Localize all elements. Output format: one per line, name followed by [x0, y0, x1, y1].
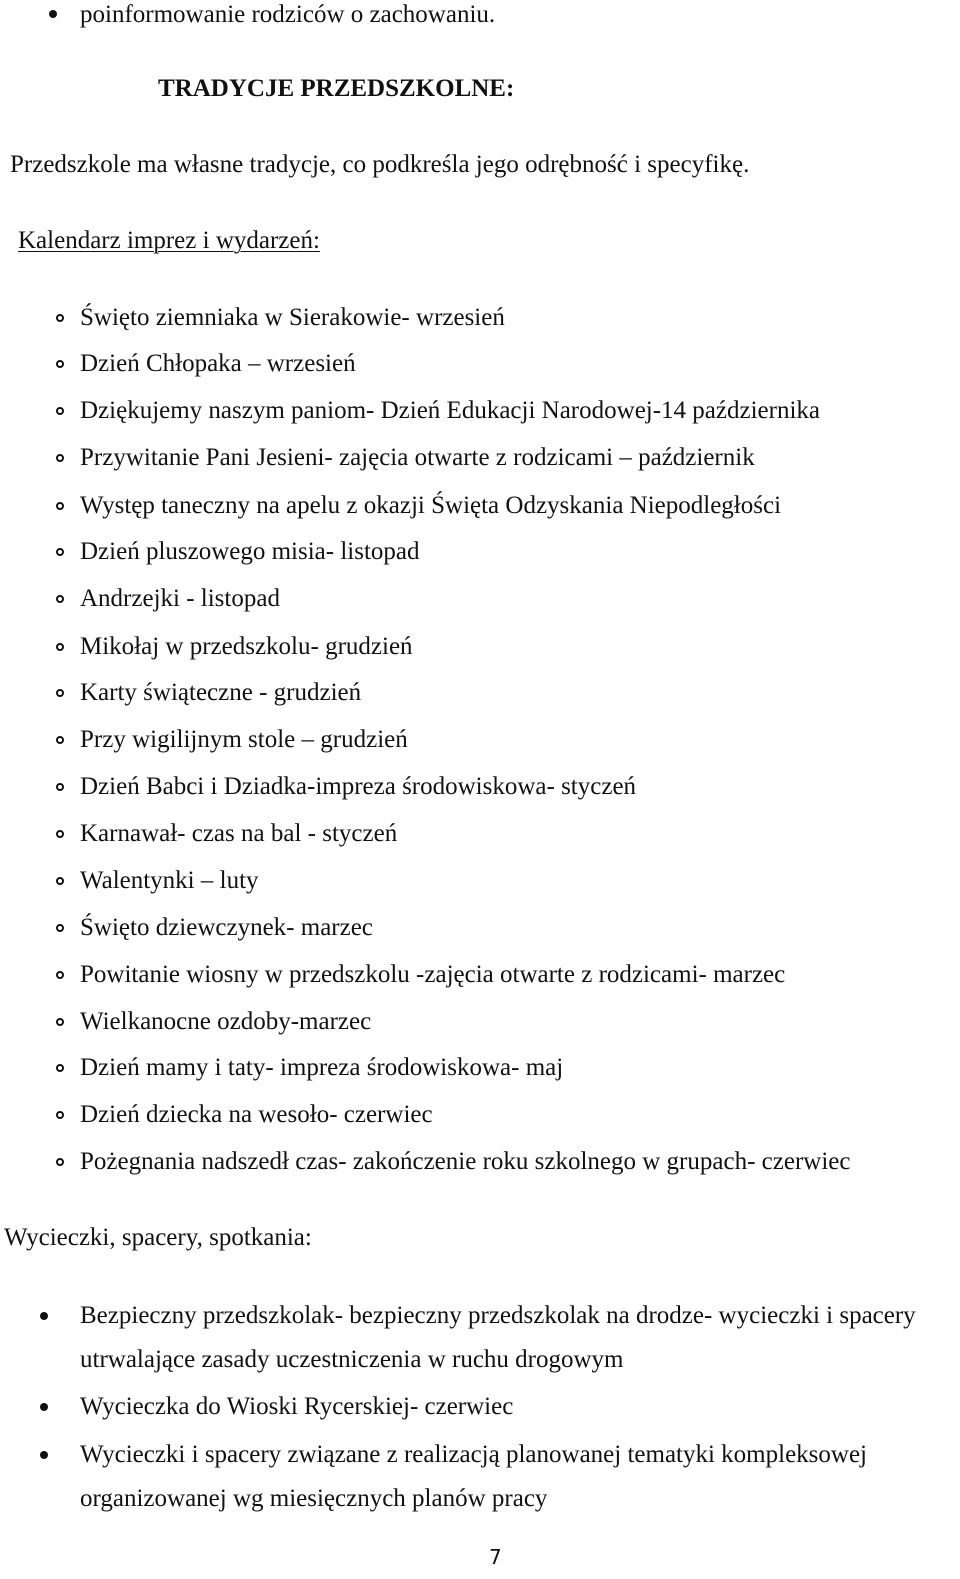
- calendar-item: Przywitanie Pani Jesieni- zajęcia otwarte z rodzicami – październik: [80, 444, 755, 471]
- trip-item-line: Bezpieczny przedszkolak- bezpieczny przedszkolak na drodze- wycieczki i spacery: [80, 1302, 916, 1329]
- bullet-icon: [56, 689, 64, 697]
- bullet-icon: [56, 502, 64, 510]
- section-intro: Przedszkole ma własne tradycje, co podkreśla jego odrębność i specyfikę.: [10, 151, 750, 178]
- bullet-icon: [56, 783, 64, 791]
- calendar-item: Przy wigilijnym stole – grudzień: [80, 726, 408, 753]
- list-item-text: poinformowanie rodziców o zachowaniu.: [80, 1, 496, 28]
- bullet-icon: [56, 407, 64, 415]
- bullet-icon: [56, 1018, 64, 1026]
- bullet-icon: [56, 971, 64, 979]
- calendar-item: Wielkanocne ozdoby-marzec: [80, 1008, 372, 1035]
- section-heading: TRADYCJE PRZEDSZKOLNE:: [158, 75, 515, 102]
- calendar-item: Dzień pluszowego misia- listopad: [80, 538, 420, 565]
- trip-item-line: Wycieczka do Wioski Rycerskiej- czerwiec: [80, 1393, 514, 1420]
- trips-heading: Wycieczki, spacery, spotkania:: [4, 1224, 312, 1251]
- bullet-icon: [56, 877, 64, 885]
- calendar-heading: Kalendarz imprez i wydarzeń:: [18, 227, 320, 254]
- calendar-item: Pożegnania nadszedł czas- zakończenie roku szkolnego w grupach- czerwiec: [80, 1148, 851, 1175]
- calendar-item: Święto dziewczynek- marzec: [80, 914, 373, 941]
- calendar-item: Dzień Chłopaka – wrzesień: [80, 350, 356, 377]
- bullet-icon: [56, 736, 64, 744]
- bullet-icon: [56, 548, 64, 556]
- page-number: 7: [489, 1545, 502, 1569]
- bullet-icon: [49, 10, 57, 18]
- bullet-icon: [56, 314, 64, 322]
- bullet-icon: [40, 1312, 48, 1320]
- bullet-icon: [56, 924, 64, 932]
- bullet-icon: [56, 1064, 64, 1072]
- calendar-item: Andrzejki - listopad: [80, 585, 280, 612]
- bullet-icon: [56, 1158, 64, 1166]
- calendar-item: Dzień Babci i Dziadka-impreza środowiskowa- styczeń: [80, 773, 637, 800]
- calendar-item: Występ taneczny na apelu z okazji Święta Odzyskania Niepodległości: [80, 492, 782, 519]
- trip-item-line: organizowanej wg miesięcznych planów pracy: [80, 1485, 548, 1512]
- bullet-icon: [56, 360, 64, 368]
- bullet-icon: [40, 1451, 48, 1459]
- calendar-item: Mikołaj w przedszkolu- grudzień: [80, 633, 413, 660]
- calendar-item: Karty świąteczne - grudzień: [80, 679, 362, 706]
- bullet-icon: [40, 1403, 48, 1411]
- calendar-item: Dzień dziecka na wesoło- czerwiec: [80, 1101, 433, 1128]
- bullet-icon: [56, 830, 64, 838]
- calendar-item: Walentynki – luty: [80, 867, 259, 894]
- calendar-item: Dziękujemy naszym paniom- Dzień Edukacji Narodowej-14 października: [80, 397, 821, 424]
- bullet-icon: [56, 595, 64, 603]
- bullet-icon: [56, 643, 64, 651]
- trip-item-line: utrwalające zasady uczestniczenia w ruchu drogowym: [80, 1346, 624, 1373]
- bullet-icon: [56, 454, 64, 462]
- calendar-item: Dzień mamy i taty- impreza środowiskowa- maj: [80, 1054, 564, 1081]
- calendar-item: Powitanie wiosny w przedszkolu -zajęcia otwarte z rodzicami- marzec: [80, 961, 786, 988]
- bullet-icon: [56, 1111, 64, 1119]
- calendar-item: Karnawał- czas na bal - styczeń: [80, 820, 398, 847]
- calendar-item: Święto ziemniaka w Sierakowie- wrzesień: [80, 304, 505, 331]
- trip-item-line: Wycieczki i spacery związane z realizacją planowanej tematyki kompleksowej: [80, 1441, 867, 1468]
